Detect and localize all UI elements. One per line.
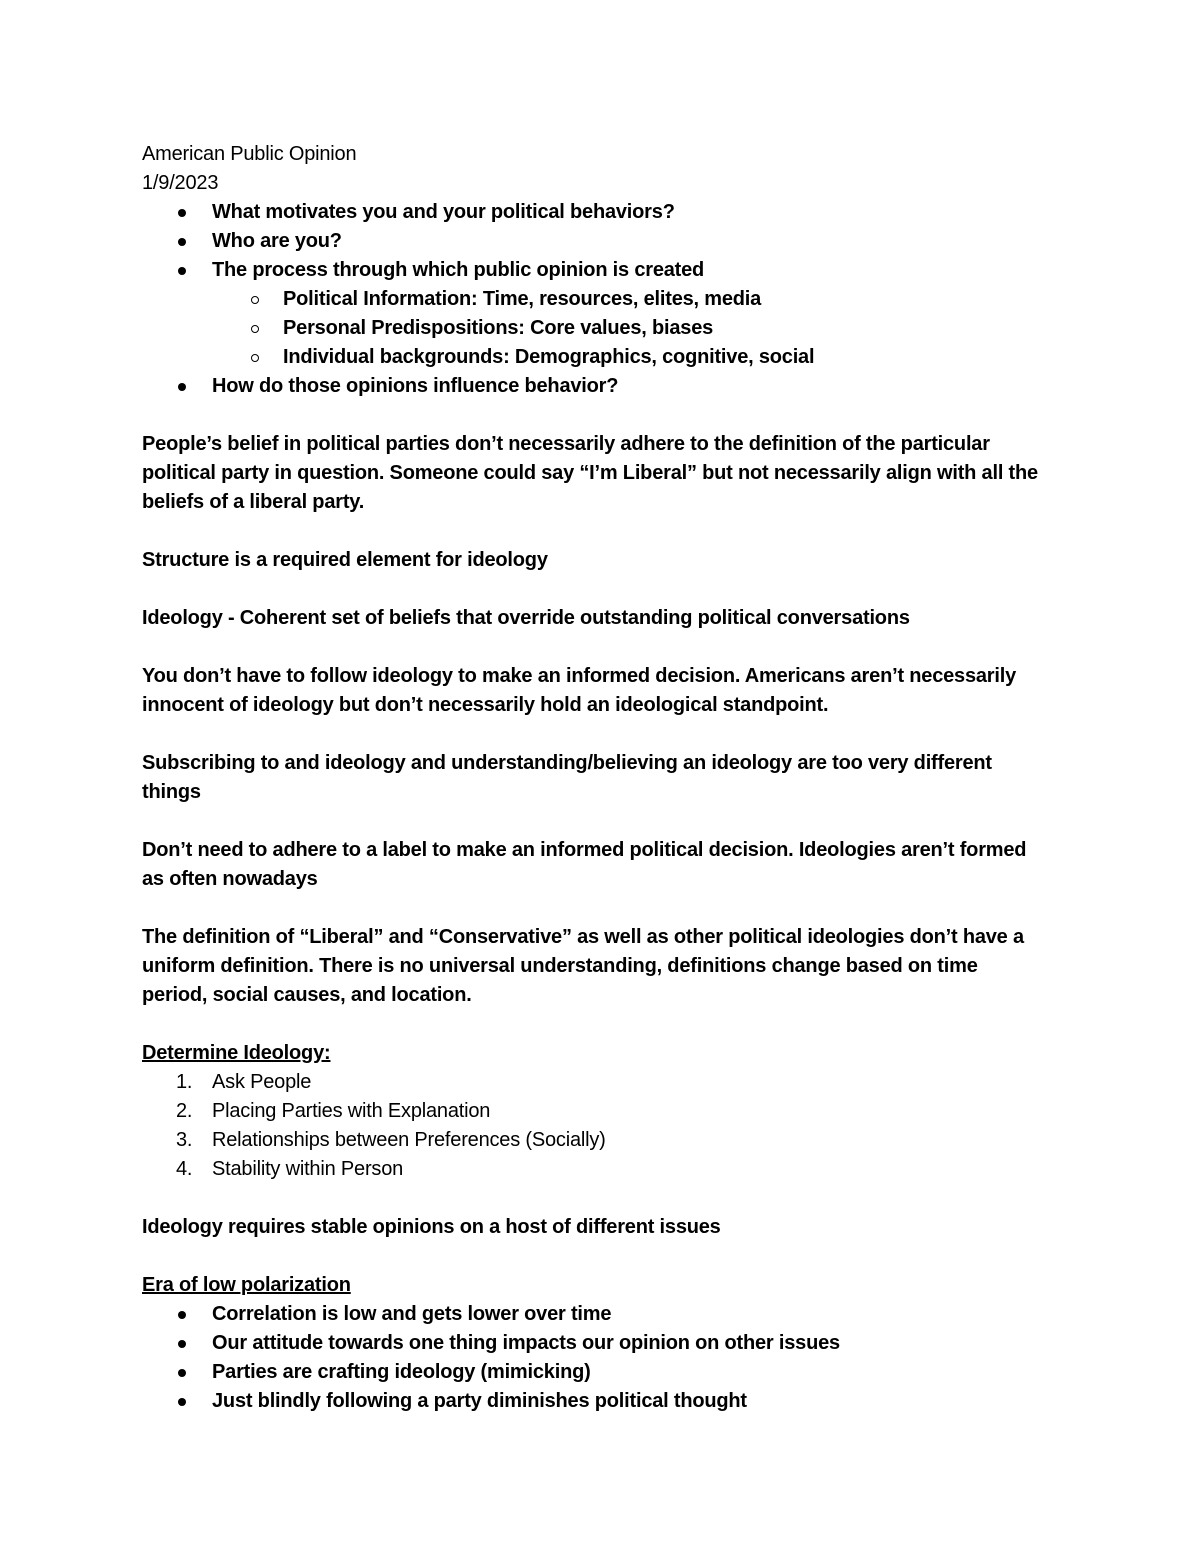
paragraph: Ideology - Coherent set of beliefs that override outstanding political conversations (142, 607, 910, 629)
bullet-icon (178, 1369, 186, 1377)
paragraph: Ideology requires stable opinions on a host of different issues (142, 1216, 721, 1238)
hollow-bullet-icon (251, 354, 259, 362)
paragraph: The definition of “Liberal” and “Conservative” as well as other political ideologies don’t have a uniform definition. There is no universal understanding, definitions change based on time period, social causes, and location. (142, 926, 1024, 1006)
bullet-icon (178, 1340, 186, 1348)
list-item: 2. Placing Parties with Explanation (176, 1100, 491, 1122)
list-item: Correlation is low and gets lower over time (142, 1300, 1042, 1329)
list-item: Who are you? (142, 227, 1042, 256)
paragraph: People’s belief in political parties don’t necessarily adhere to the definition of the particular political party in question. Someone could say “I’m Liberal” but not necessarily align with all the beliefs of a liberal party. (142, 433, 1038, 513)
section-heading-determine-ideology: Determine Ideology: (142, 1042, 331, 1064)
list-item: 3. Relationships between Preferences (Socially) (176, 1129, 606, 1151)
list-item: 4. Stability within Person (176, 1158, 404, 1180)
spacer (142, 401, 1042, 430)
bullet-icon (178, 209, 186, 217)
document-title: American Public Opinion (142, 143, 357, 165)
determine-ideology-list (142, 1068, 1042, 1184)
hollow-bullet-icon (251, 296, 259, 304)
list-item: Personal Predispositions: Core values, biases (142, 314, 1042, 343)
paragraph: Don’t need to adhere to a label to make an informed political decision. Ideologies aren’t formed as often nowadays (142, 839, 1027, 890)
list-item: Individual backgrounds: Demographics, cognitive, social (142, 343, 1042, 372)
spacer (142, 1184, 1042, 1213)
sub-bullet-list (142, 285, 1042, 372)
paragraph: Structure is a required element for ideology (142, 549, 548, 571)
paragraph: Subscribing to and ideology and understanding/believing an ideology are too very different things (142, 752, 992, 803)
list-item: Political Information: Time, resources, elites, media (142, 285, 1042, 314)
bullet-icon (178, 1311, 186, 1319)
bullet-icon (178, 383, 186, 391)
document-date: 1/9/2023 (142, 172, 219, 194)
section-heading-low-polarization: Era of low polarization (142, 1274, 351, 1296)
list-item: Parties are crafting ideology (mimicking) (142, 1358, 1042, 1387)
bullet-icon (178, 267, 186, 275)
list-item: What motivates you and your political behaviors? (142, 198, 1042, 227)
bullet-icon (178, 238, 186, 246)
intro-bullet-list (142, 198, 1042, 285)
document-page (142, 140, 1042, 1416)
list-item: 1. Ask People (176, 1071, 312, 1093)
hollow-bullet-icon (251, 325, 259, 333)
intro-bullet-list-end (142, 372, 1042, 401)
paragraph: You don’t have to follow ideology to make an informed decision. Americans aren’t necessarily innocent of ideology but don’t necessarily hold an ideological standpoint. (142, 665, 1017, 716)
list-item: The process through which public opinion is created (142, 256, 1042, 285)
bullet-icon (178, 1398, 186, 1406)
low-polarization-list (142, 1300, 1042, 1416)
list-item: Our attitude towards one thing impacts our opinion on other issues (142, 1329, 1042, 1358)
list-item: How do those opinions influence behavior? (142, 372, 1042, 401)
list-item: Just blindly following a party diminishes political thought (142, 1387, 1042, 1416)
